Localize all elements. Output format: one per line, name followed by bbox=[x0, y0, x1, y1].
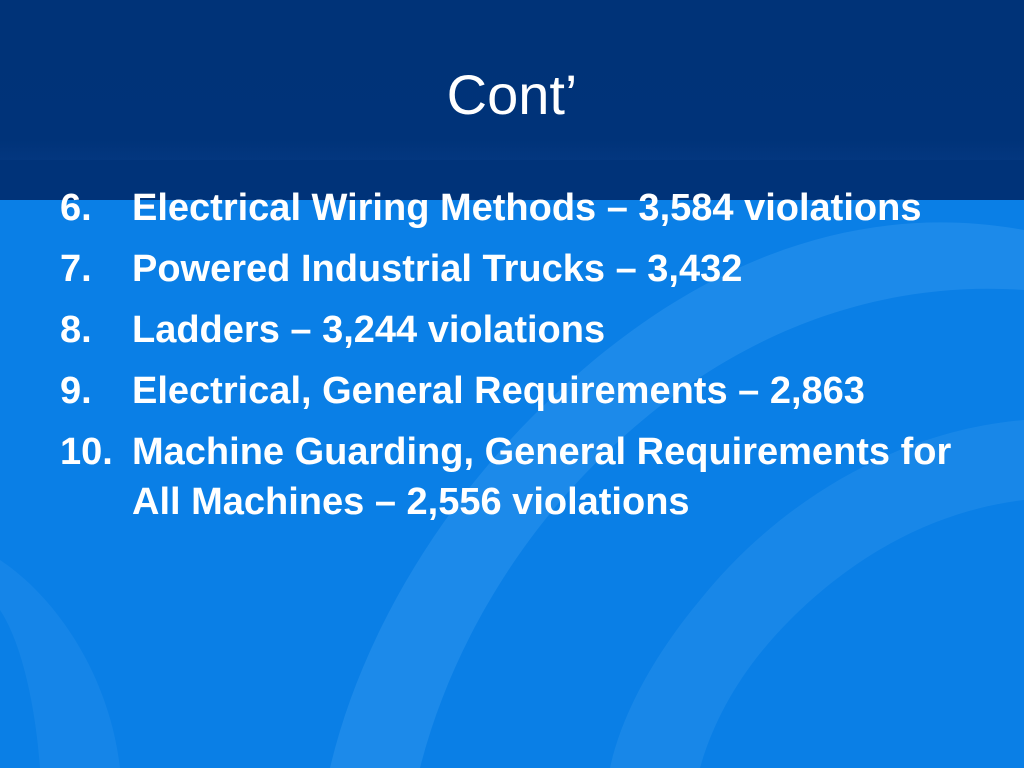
list-item-text: Ladders – 3,244 violations bbox=[132, 309, 606, 351]
list-item-text: Electrical Wiring Methods – 3,584 violations bbox=[132, 187, 922, 229]
list-item-number: 6. bbox=[60, 187, 92, 229]
list-item bbox=[60, 427, 980, 527]
list-item-number: 7. bbox=[60, 248, 92, 290]
list-item-text: Powered Industrial Trucks – 3,432 bbox=[132, 248, 743, 290]
list-item bbox=[60, 305, 980, 355]
list-item-number: 8. bbox=[60, 309, 92, 351]
list-item bbox=[60, 183, 980, 233]
list-item-number: 10. bbox=[60, 431, 113, 473]
list-item bbox=[60, 244, 980, 294]
violations-list bbox=[60, 183, 980, 538]
slide-title: Cont’ bbox=[446, 63, 578, 126]
list-item bbox=[60, 366, 980, 416]
list-item-number: 9. bbox=[60, 370, 92, 412]
list-item-text: Machine Guarding, General Requirements for All Machines – 2,556 violations bbox=[132, 431, 952, 523]
list-item-text: Electrical, General Requirements – 2,863 bbox=[132, 370, 865, 412]
